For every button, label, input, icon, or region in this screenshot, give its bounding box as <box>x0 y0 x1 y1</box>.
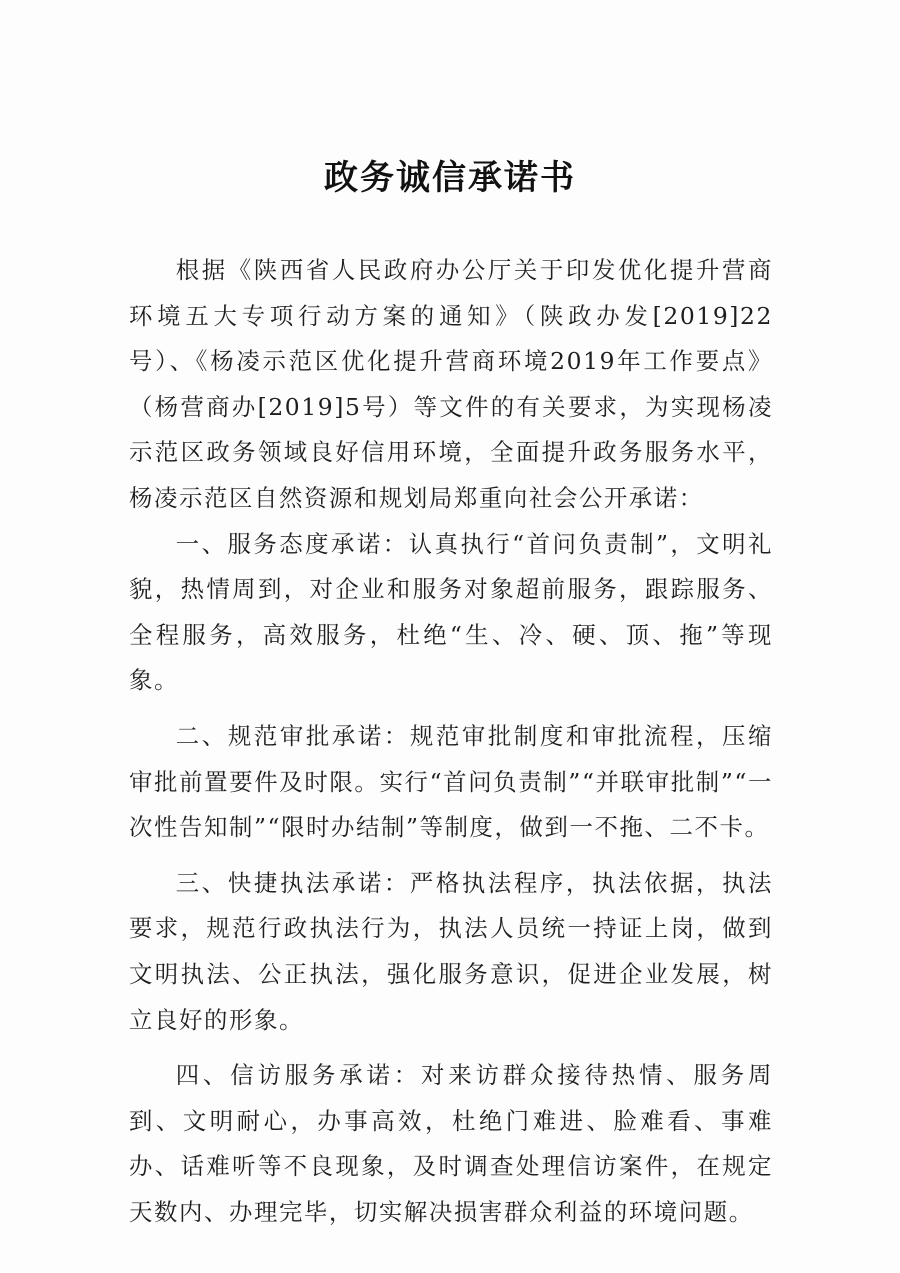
approval-standard-paragraph: 二、规范审批承诺：规范审批制度和审批流程，压缩审批前置要件及时限。实行“首问负责制”“并联审批制”“一次性告知制”“限时办结制”等制度，做到一不拖、二不卡。 <box>129 721 773 842</box>
law-enforcement-paragraph: 三、快捷执法承诺：严格执法程序，执法依据，执法要求，规范行政执法行为，执法人员统一持证上岗，做到文明执法、公正执法，强化服务意识，促进企业发展，树立良好的形象。 <box>129 868 773 1034</box>
intro-paragraph: 根据《陕西省人民政府办公厅关于印发优化提升营商环境五大专项行动方案的通知》（陕政办发[2019]22号）、《杨凌示范区优化提升营商环境2019年工作要点》（杨营商办[2019]5号）等文件的有关要求，为实现杨凌示范区政务领域良好信用环境，全面提升政务服务水平，杨凌示范区自然资源和规划局郑重向社会公开承诺： <box>129 256 773 512</box>
document-body <box>129 248 773 1235</box>
petition-service-paragraph: 四、信访服务承诺：对来访群众接待热情、服务周到、文明耐心，办事高效，杜绝门难进、脸难看、事难办、话难听等不良现象，及时调查处理信访案件，在规定天数内、办理完毕，切实解决损害群众利益的环境问题。 <box>129 1061 773 1226</box>
service-attitude-paragraph: 一、服务态度承诺：认真执行“首问负责制”，文明礼貌，热情周到，对企业和服务对象超前服务，跟踪服务、全程服务，高效服务，杜绝“生、冷、硬、顶、拖”等现象。 <box>129 529 773 695</box>
document-title: 政务诚信承诺书 <box>324 158 576 198</box>
